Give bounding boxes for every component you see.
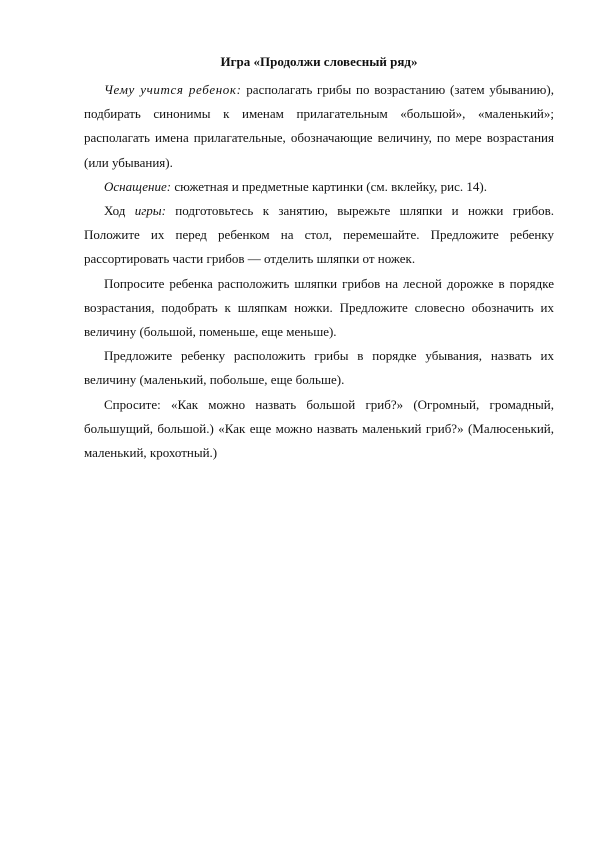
paragraph-game-course [84, 199, 554, 272]
paragraph-text: располагать грибы по возрастанию (затем убыванию), подбирать синонимы к именам прилагательным «большой», «маленький»; располагать имена прилагательные, обозначающие величину, по мере возрастания (или убывания). [84, 82, 554, 170]
paragraph-equipment [84, 175, 554, 199]
document-title: Игра «Продолжи словесный ряд» [220, 54, 418, 69]
paragraph-questions: Спросите: «Как можно назвать большой гриб?» (Огромный, громадный, большущий, большой.) «Как еще можно назвать маленький гриб?» (Малюсенький, маленький, крохотный.) [84, 396, 554, 461]
paragraph-lead: Чему учится ребенок: [104, 82, 242, 97]
document-page [84, 52, 554, 465]
paragraph-ascending-order: Попросите ребенка расположить шляпки грибов на лесной дорожке в порядке возрастания, подобрать к шляпкам ножки. Предложите словесно обозначить их величину (большой, поменьше, еще меньше). [84, 275, 554, 340]
paragraph-text: подготовьтесь к занятию, вырежьте шляпки и ножки грибов. Положите их перед ребенком на стол, перемешайте. Предложите ребенку рассортировать части грибов — отделить шляпки от ножек. [84, 203, 555, 267]
paragraph-prefix: Ход [104, 203, 135, 219]
paragraph-descending-order: Предложите ребенку расположить грибы в порядке убывания, назвать их величину (маленький, побольше, еще больше). [84, 348, 554, 388]
paragraph-what-child-learns [84, 78, 554, 175]
paragraph-text: сюжетная и предметные картинки (см. вклейку, рис. 14). [171, 178, 487, 194]
paragraph-lead: Оснащение: [104, 178, 172, 194]
paragraph-lead: игры: [134, 203, 166, 219]
